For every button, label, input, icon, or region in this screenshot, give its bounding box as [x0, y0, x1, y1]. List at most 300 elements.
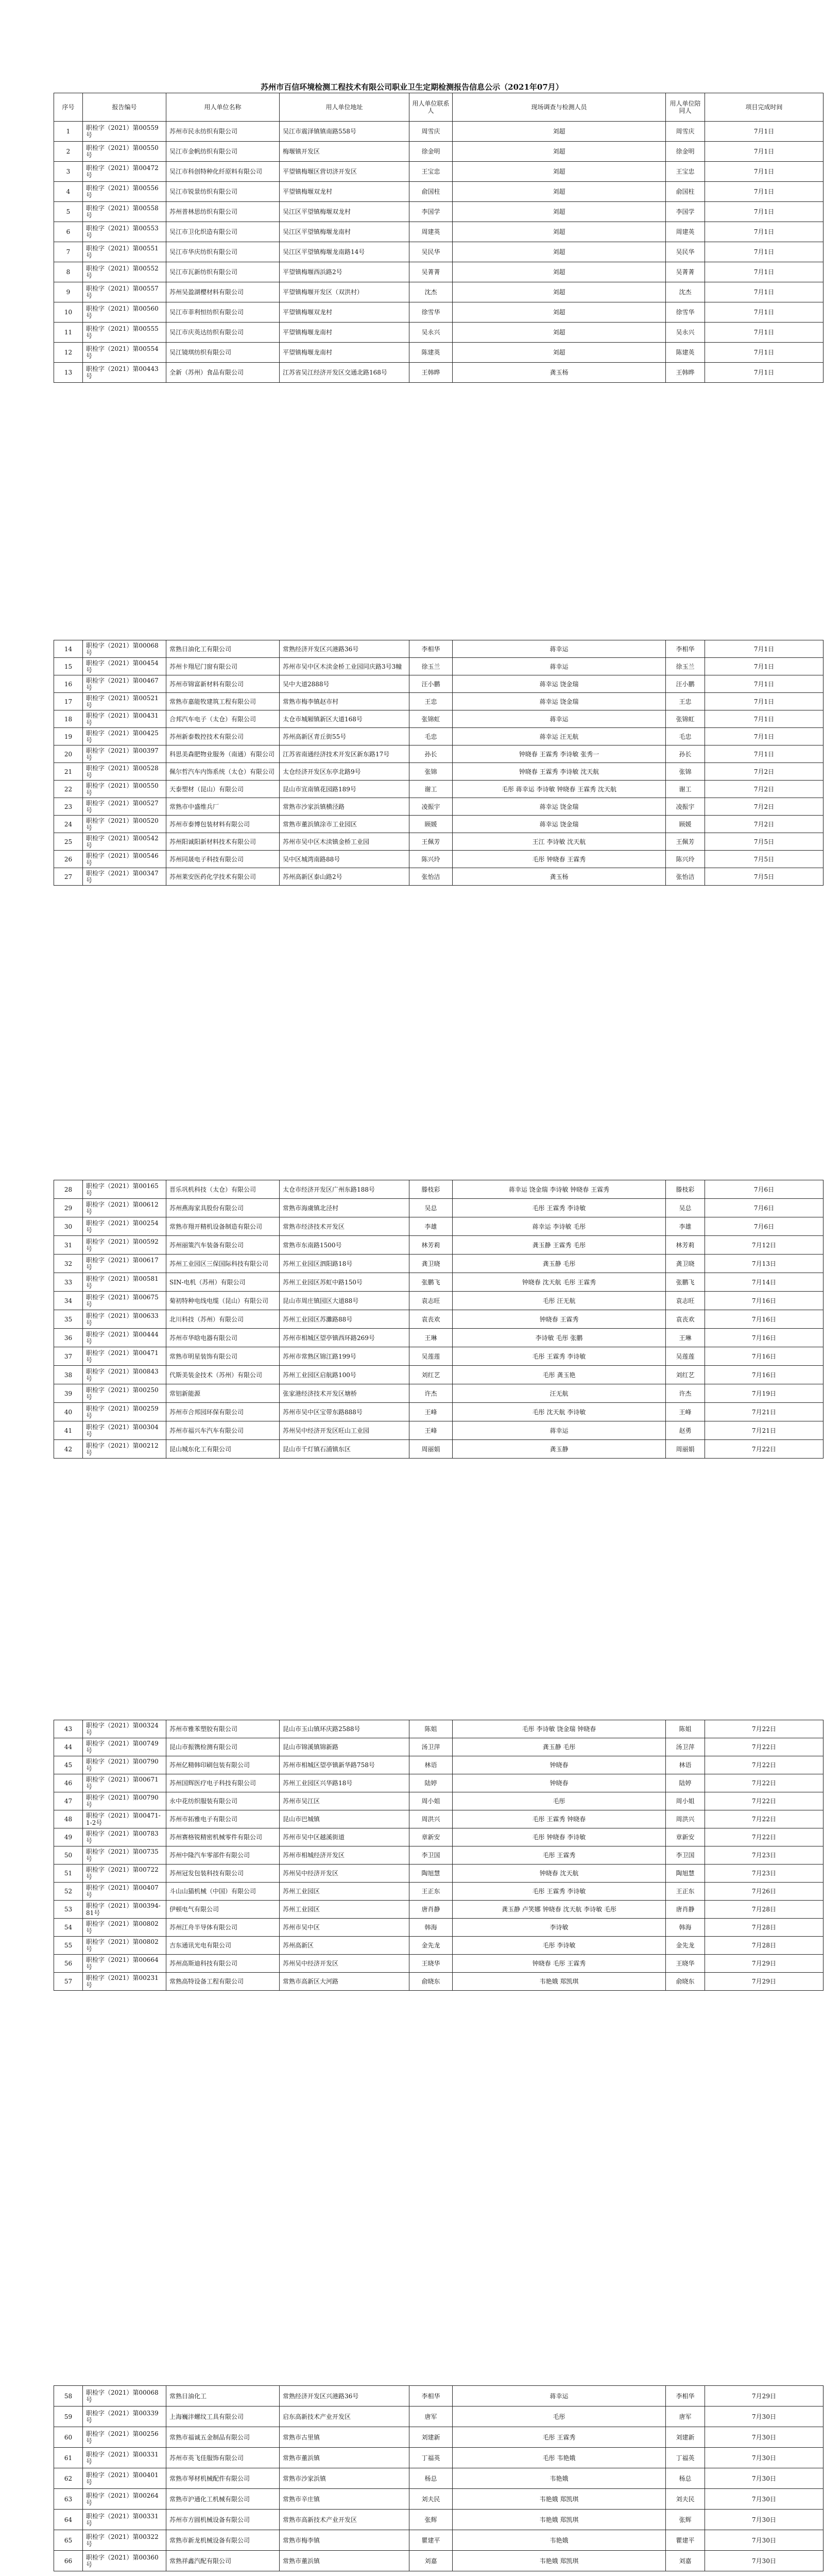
cell-inspectors: 韦艳娥 郑凯琪	[453, 2489, 666, 2510]
cell-inspectors: 毛彤 韦艳娥	[453, 2448, 666, 2468]
cell-seq: 58	[54, 2386, 83, 2406]
cell-report-no: 职检字（2021）第00553号	[83, 222, 166, 242]
cell-inspectors: 毛彤 王霖秀 钟晓春	[453, 1810, 666, 1828]
cell-escort: 徐金明	[666, 142, 705, 162]
table-row	[54, 2530, 823, 2551]
cell-company: 苏州工业园区三保国际科技有限公司	[166, 1255, 280, 1273]
cell-report-no: 职检字（2021）第00425号	[83, 728, 166, 745]
cell-date: 7月1日	[705, 242, 823, 262]
cell-company: 吴江市卫化织造有限公司	[166, 222, 280, 242]
cell-seq: 30	[54, 1217, 83, 1236]
cell-seq: 34	[54, 1292, 83, 1310]
cell-contact: 韩海	[409, 1919, 453, 1937]
table-row	[54, 816, 823, 833]
cell-company: 常熟日油化工有限公司	[166, 640, 280, 658]
cell-escort: 李卫国	[666, 1846, 705, 1865]
cell-address: 苏州吴中经济开发区	[280, 1865, 409, 1883]
cell-report-no: 职检字（2021）第00264号	[83, 2489, 166, 2510]
cell-company: 吉东通讯光电有限公司	[166, 1937, 280, 1955]
table-row	[54, 1846, 823, 1865]
cell-escort: 吴永兴	[666, 323, 705, 343]
report-table	[54, 2385, 823, 2571]
cell-inspectors: 钟晓春	[453, 1774, 666, 1792]
header-cell-address: 用人单位地址	[280, 93, 409, 122]
cell-inspectors: 韦艳娥	[453, 2530, 666, 2551]
cell-report-no: 职检字（2021）第00633号	[83, 1310, 166, 1329]
cell-report-no: 职检字（2021）第00783号	[83, 1828, 166, 1846]
cell-inspectors: 蒋幸运	[453, 2386, 666, 2406]
cell-date: 7月5日	[705, 868, 823, 886]
cell-seq: 32	[54, 1255, 83, 1273]
cell-date: 7月6日	[705, 1199, 823, 1217]
cell-escort: 金先龙	[666, 1937, 705, 1955]
cell-escort: 陈兴玲	[666, 851, 705, 868]
table-row	[54, 1347, 823, 1366]
cell-company: 伊顿电气有限公司	[166, 1901, 280, 1919]
cell-report-no: 职检字（2021）第00259号	[83, 1403, 166, 1421]
cell-report-no: 职检字（2021）第00560号	[83, 302, 166, 323]
table-row	[54, 658, 823, 675]
cell-address: 苏州市吴江区	[280, 1792, 409, 1810]
cell-inspectors: 刘超	[453, 182, 666, 202]
cell-contact: 周建英	[409, 222, 453, 242]
report-table	[54, 93, 823, 383]
cell-inspectors: 刘超	[453, 323, 666, 343]
cell-seq: 59	[54, 2406, 83, 2427]
cell-date: 7月16日	[705, 1329, 823, 1347]
cell-company: 北川科技（苏州）有限公司	[166, 1310, 280, 1329]
cell-seq: 6	[54, 222, 83, 242]
cell-inspectors: 龚玉静 毛彤	[453, 1255, 666, 1273]
cell-company: 吴江市瓦新纺织有限公司	[166, 262, 280, 282]
cell-contact: 周洪兴	[409, 1810, 453, 1828]
cell-inspectors: 毛彤 蒋幸运 李诗敏 钟晓春 王霖秀 沈天航	[453, 781, 666, 798]
cell-date: 7月26日	[705, 1883, 823, 1901]
cell-inspectors: 蒋幸运	[453, 658, 666, 675]
cell-date: 7月22日	[705, 1810, 823, 1828]
cell-escort: 袁志旺	[666, 1292, 705, 1310]
cell-date: 7月14日	[705, 1273, 823, 1292]
cell-seq: 39	[54, 1384, 83, 1403]
report-table	[54, 640, 823, 886]
cell-inspectors: 刘超	[453, 202, 666, 222]
cell-seq: 61	[54, 2448, 83, 2468]
table-row	[54, 728, 823, 745]
cell-inspectors: 刘超	[453, 343, 666, 363]
cell-report-no: 职检字（2021）第00324号	[83, 1720, 166, 1738]
cell-seq: 35	[54, 1310, 83, 1329]
cell-address: 平望镇梅堰双龙村	[280, 182, 409, 202]
cell-address: 吴江区平望镇梅堰龙南路14号	[280, 242, 409, 262]
cell-address: 昆山市千灯镇石浦镇东区	[280, 1440, 409, 1459]
cell-seq: 28	[54, 1180, 83, 1199]
cell-address: 太仓市经济开发区广州东路188号	[280, 1180, 409, 1199]
cell-company: 菊初特种电线电缆（昆山）有限公司	[166, 1292, 280, 1310]
cell-company: 苏州市方圆机械设备有限公司	[166, 2510, 280, 2530]
cell-company: 常铝新能源	[166, 1384, 280, 1403]
cell-escort: 顾媛	[666, 816, 705, 833]
cell-date: 7月22日	[705, 1738, 823, 1756]
cell-company: 全新（苏州）食品有限公司	[166, 363, 280, 383]
cell-seq: 37	[54, 1347, 83, 1366]
cell-report-no: 职检字（2021）第00165号	[83, 1180, 166, 1199]
cell-contact: 吴菁菁	[409, 262, 453, 282]
cell-address: 江苏省吴江经济开发区交通北路168号	[280, 363, 409, 383]
cell-report-no: 职检字（2021）第00546号	[83, 851, 166, 868]
cell-address: 启东高新技术产业开发区	[280, 2406, 409, 2427]
cell-inspectors: 毛彤 钟晓春 李诗敏	[453, 1828, 666, 1846]
cell-date: 7月21日	[705, 1421, 823, 1440]
table-row	[54, 182, 823, 202]
cell-company: 苏州亿精韩印刷包装有限公司	[166, 1756, 280, 1774]
cell-contact: 王琳	[409, 1329, 453, 1347]
cell-report-no: 职检字（2021）第00617号	[83, 1255, 166, 1273]
cell-contact: 王韩晔	[409, 363, 453, 383]
cell-date: 7月22日	[705, 1792, 823, 1810]
cell-date: 7月1日	[705, 122, 823, 142]
cell-seq: 38	[54, 1366, 83, 1384]
cell-seq: 10	[54, 302, 83, 323]
cell-date: 7月2日	[705, 781, 823, 798]
cell-contact: 孙长	[409, 745, 453, 763]
cell-inspectors: 毛彤 龚玉艳	[453, 1366, 666, 1384]
cell-date: 7月30日	[705, 2448, 823, 2468]
cell-address: 太仓经济开发区东亭北路9号	[280, 763, 409, 781]
table-row	[54, 763, 823, 781]
cell-seq: 40	[54, 1403, 83, 1421]
cell-company: 永中花纺织服装有限公司	[166, 1792, 280, 1810]
cell-contact: 俞国柱	[409, 182, 453, 202]
table-row	[54, 1310, 823, 1329]
table-row	[54, 675, 823, 693]
cell-contact: 章新安	[409, 1828, 453, 1846]
cell-seq: 17	[54, 693, 83, 710]
cell-report-no: 职检字（2021）第00397号	[83, 745, 166, 763]
cell-escort: 王晓华	[666, 1955, 705, 1973]
cell-company: 苏州市民永纺织有限公司	[166, 122, 280, 142]
cell-report-no: 职检字（2021）第00521号	[83, 693, 166, 710]
cell-inspectors: 龚玉杨	[453, 363, 666, 383]
cell-company: 常熟市中盛维兵厂	[166, 798, 280, 816]
cell-escort: 谢工	[666, 781, 705, 798]
cell-seq: 20	[54, 745, 83, 763]
table-row	[54, 868, 823, 886]
cell-address: 平望镇梅堰龙南村	[280, 343, 409, 363]
table-row	[54, 1973, 823, 1991]
table-row	[54, 2427, 823, 2448]
cell-escort: 龚卫晓	[666, 1255, 705, 1273]
cell-date: 7月30日	[705, 2551, 823, 2571]
cell-company: 吴江市科创特种化纤原料有限公司	[166, 162, 280, 182]
cell-date: 7月5日	[705, 833, 823, 851]
cell-contact: 俞晓东	[409, 1973, 453, 1991]
cell-address: 常熟市董浜镇涂市工业园区	[280, 816, 409, 833]
cell-escort: 王佩芳	[666, 833, 705, 851]
cell-contact: 李相华	[409, 640, 453, 658]
table-row	[54, 323, 823, 343]
cell-contact: 袁丧欢	[409, 1310, 453, 1329]
cell-inspectors: 龚玉静 王霖秀 毛彤	[453, 1236, 666, 1255]
cell-escort: 林语	[666, 1756, 705, 1774]
table-row	[54, 2406, 823, 2427]
table-row	[54, 1865, 823, 1883]
cell-date: 7月12日	[705, 1236, 823, 1255]
cell-escort: 刘建新	[666, 2427, 705, 2448]
cell-inspectors: 钟晓春 沈天航 毛彤 王霖秀	[453, 1273, 666, 1292]
cell-seq: 57	[54, 1973, 83, 1991]
table-row	[54, 781, 823, 798]
cell-address: 苏州工业园区	[280, 1883, 409, 1901]
cell-report-no: 职检字（2021）第00843号	[83, 1366, 166, 1384]
cell-contact: 李国学	[409, 202, 453, 222]
cell-company: 苏州市锦富新材料有限公司	[166, 675, 280, 693]
cell-company: 苏州普林思纺织有限公司	[166, 202, 280, 222]
cell-inspectors: 龚玉静 毛彤	[453, 1738, 666, 1756]
table-row	[54, 242, 823, 262]
cell-address: 昆山市巴城镇	[280, 1810, 409, 1828]
cell-escort: 周小姐	[666, 1792, 705, 1810]
cell-date: 7月1日	[705, 363, 823, 383]
cell-contact: 陈姐	[409, 1720, 453, 1738]
cell-escort: 赵勇	[666, 1421, 705, 1440]
cell-inspectors: 蒋幸运 饶金瑞	[453, 816, 666, 833]
cell-date: 7月23日	[705, 1846, 823, 1865]
cell-date: 7月1日	[705, 282, 823, 302]
cell-seq: 50	[54, 1846, 83, 1865]
cell-inspectors: 毛彤 钟晓春 王霖秀	[453, 851, 666, 868]
cell-contact: 陈建英	[409, 343, 453, 363]
cell-escort: 王峰	[666, 1403, 705, 1421]
cell-address: 张家港经济技术开发区塘桥	[280, 1384, 409, 1403]
cell-company: 合邦汽车电子（太仓）有限公司	[166, 710, 280, 728]
cell-report-no: 职检字（2021）第00339号	[83, 2406, 166, 2427]
cell-escort: 张辉	[666, 2510, 705, 2530]
cell-seq: 13	[54, 363, 83, 383]
cell-seq: 19	[54, 728, 83, 745]
cell-date: 7月22日	[705, 1756, 823, 1774]
cell-date: 7月1日	[705, 728, 823, 745]
cell-company: 科思美森肥物业服务（南通）有限公司	[166, 745, 280, 763]
cell-seq: 36	[54, 1329, 83, 1347]
cell-company: 苏州卡翔尼门窗有限公司	[166, 658, 280, 675]
table-row	[54, 693, 823, 710]
cell-inspectors: 蒋幸运 饶金瑞	[453, 693, 666, 710]
table-row	[54, 222, 823, 242]
cell-contact: 刘嘉	[409, 2551, 453, 2571]
cell-report-no: 职检字（2021）第00554号	[83, 343, 166, 363]
table-row	[54, 1756, 823, 1774]
cell-contact: 徐雪华	[409, 302, 453, 323]
cell-company: 苏州赛格锐精密机械零件有限公司	[166, 1828, 280, 1846]
cell-date: 7月1日	[705, 182, 823, 202]
cell-company: 常熟日油化工	[166, 2386, 280, 2406]
cell-address: 苏州市相城区望亭镇西环路269号	[280, 1329, 409, 1347]
cell-seq: 29	[54, 1199, 83, 1217]
cell-inspectors: 毛彤 王霖秀	[453, 2427, 666, 2448]
cell-seq: 66	[54, 2551, 83, 2571]
table-row	[54, 2386, 823, 2406]
table-row	[54, 1919, 823, 1937]
cell-report-no: 职检字（2021）第00471-1-2号	[83, 1810, 166, 1828]
cell-address: 平望镇梅堰区营切济开发区	[280, 162, 409, 182]
cell-company: 苏州莱安医药化学技术有限公司	[166, 868, 280, 886]
cell-address: 苏州工业园区苏灘路88号	[280, 1310, 409, 1329]
cell-seq: 63	[54, 2489, 83, 2510]
cell-contact: 凌振宇	[409, 798, 453, 816]
cell-escort: 周雪庆	[666, 122, 705, 142]
table-row	[54, 282, 823, 302]
cell-contact: 毛忠	[409, 728, 453, 745]
cell-escort: 王忠	[666, 693, 705, 710]
cell-escort: 周建英	[666, 222, 705, 242]
cell-inspectors: 毛彤 李诗敏 饶金瑞 钟晓春	[453, 1720, 666, 1738]
cell-contact: 谢工	[409, 781, 453, 798]
cell-seq: 23	[54, 798, 83, 816]
cell-contact: 吴莲莲	[409, 1347, 453, 1366]
cell-date: 7月30日	[705, 2489, 823, 2510]
cell-inspectors: 刘超	[453, 122, 666, 142]
cell-company: 苏州阳诚阳新材料技术有限公司	[166, 833, 280, 851]
cell-escort: 俞国柱	[666, 182, 705, 202]
cell-escort: 王韩晔	[666, 363, 705, 383]
cell-report-no: 职检字（2021）第00790号	[83, 1756, 166, 1774]
cell-address: 梅堰镇开发区	[280, 142, 409, 162]
table-row	[54, 1720, 823, 1738]
cell-report-no: 职检字（2021）第00802号	[83, 1919, 166, 1937]
cell-address: 常熟市沙家浜镇横泾路	[280, 798, 409, 816]
table-row	[54, 1440, 823, 1459]
cell-company: 苏州市合邦园环保有限公司	[166, 1403, 280, 1421]
cell-address: 常熟市古里镇	[280, 2427, 409, 2448]
cell-company: 吴江市华庆纺织有限公司	[166, 242, 280, 262]
cell-escort: 刘夫民	[666, 2489, 705, 2510]
cell-contact: 许杰	[409, 1384, 453, 1403]
cell-report-no: 职检字（2021）第00556号	[83, 182, 166, 202]
cell-escort: 汪小鹏	[666, 675, 705, 693]
header-cell-seq: 序号	[54, 93, 83, 122]
cell-date: 7月1日	[705, 675, 823, 693]
cell-contact: 徐玉兰	[409, 658, 453, 675]
cell-address: 昆山市玉山镇环庆路2588号	[280, 1720, 409, 1738]
cell-address: 常熟市经济技术开发区	[280, 1217, 409, 1236]
cell-date: 7月30日	[705, 2468, 823, 2489]
cell-address: 常熟市沙家浜镇	[280, 2468, 409, 2489]
document-title: 苏州市百信环境检测工程技术有限公司职业卫生定期检测报告信息公示（2021年07月）	[261, 82, 563, 92]
table-row	[54, 363, 823, 383]
cell-seq: 65	[54, 2530, 83, 2551]
cell-escort: 袁丧欢	[666, 1310, 705, 1329]
cell-escort: 滕枝彩	[666, 1180, 705, 1199]
cell-company: 苏州市雅苯塑胶有限公司	[166, 1720, 280, 1738]
cell-contact: 陈兴玲	[409, 851, 453, 868]
cell-report-no: 职检字（2021）第00331号	[83, 2510, 166, 2530]
cell-contact: 杨总	[409, 2468, 453, 2489]
cell-contact: 李相华	[409, 2386, 453, 2406]
cell-company: 上海巍沣螺纹工具有限公司	[166, 2406, 280, 2427]
cell-date: 7月30日	[705, 2427, 823, 2448]
table-section	[54, 640, 823, 886]
table-row	[54, 2510, 823, 2530]
cell-date: 7月1日	[705, 162, 823, 182]
cell-report-no: 职检字（2021）第00592号	[83, 1236, 166, 1255]
cell-date: 7月30日	[705, 2510, 823, 2530]
cell-company: 苏州同晟电子科技有限公司	[166, 851, 280, 868]
cell-company: 吴江镜琪纺织有限公司	[166, 343, 280, 363]
cell-address: 平望镇梅堰龙南村	[280, 323, 409, 343]
cell-address: 太仓市城厢镇新区大道168号	[280, 710, 409, 728]
table-row	[54, 2489, 823, 2510]
table-row	[54, 1255, 823, 1273]
cell-address: 吴江区平望镇梅堰双龙村	[280, 202, 409, 222]
cell-inspectors: 刘超	[453, 302, 666, 323]
cell-inspectors: 钟晓春 毛彤 王霖秀	[453, 1955, 666, 1973]
cell-company: 吴江市庆英达纺织有限公司	[166, 323, 280, 343]
cell-report-no: 职检字（2021）第00550号	[83, 142, 166, 162]
cell-report-no: 职检字（2021）第00735号	[83, 1846, 166, 1865]
cell-address: 常熟市董浜镇	[280, 2448, 409, 2468]
cell-seq: 7	[54, 242, 83, 262]
cell-report-no: 职检字（2021）第00557号	[83, 282, 166, 302]
cell-contact: 吴永兴	[409, 323, 453, 343]
cell-escort: 丁福英	[666, 2448, 705, 2468]
cell-seq: 9	[54, 282, 83, 302]
cell-address: 吴中大道2888号	[280, 675, 409, 693]
table-row	[54, 1292, 823, 1310]
cell-company: 苏州市泰博包装材料有限公司	[166, 816, 280, 833]
cell-company: 佩尔哲汽车内饰系统（太仓）有限公司	[166, 763, 280, 781]
cell-contact: 陆婷	[409, 1774, 453, 1792]
cell-seq: 5	[54, 202, 83, 222]
cell-contact: 周雪庆	[409, 122, 453, 142]
cell-company: 苏州市英飞佳服饰有限公司	[166, 2448, 280, 2468]
cell-report-no: 职检字（2021）第00749号	[83, 1738, 166, 1756]
cell-address: 苏州工业园区泗阳路18号	[280, 1255, 409, 1273]
cell-company: 常熟市新龙机械设备有限公司	[166, 2530, 280, 2551]
cell-escort: 汤卫萍	[666, 1738, 705, 1756]
cell-inspectors: 刘超	[453, 162, 666, 182]
cell-inspectors: 蒋幸运	[453, 710, 666, 728]
cell-seq: 48	[54, 1810, 83, 1828]
cell-contact: 陶旭慧	[409, 1865, 453, 1883]
cell-escort: 李相华	[666, 640, 705, 658]
cell-date: 7月2日	[705, 816, 823, 833]
cell-seq: 12	[54, 343, 83, 363]
cell-company: 昆山城东化工有限公司	[166, 1440, 280, 1459]
cell-seq: 31	[54, 1236, 83, 1255]
cell-report-no: 职检字（2021）第00581号	[83, 1273, 166, 1292]
cell-company: 苏州市华晗电器有限公司	[166, 1329, 280, 1347]
cell-company: 常熟市明星装饰有限公司	[166, 1347, 280, 1366]
cell-date: 7月1日	[705, 658, 823, 675]
table-row	[54, 1792, 823, 1810]
cell-date: 7月29日	[705, 1955, 823, 1973]
cell-inspectors: 毛彤 王霖秀 李诗敏	[453, 1883, 666, 1901]
cell-escort: 陶旭慧	[666, 1865, 705, 1883]
cell-date: 7月28日	[705, 1937, 823, 1955]
cell-inspectors: 蒋幸运 汪无航	[453, 728, 666, 745]
table-row	[54, 302, 823, 323]
cell-escort: 许杰	[666, 1384, 705, 1403]
cell-address: 吴江区平望镇梅堰龙南村	[280, 222, 409, 242]
cell-inspectors: 钟晓春 王霖秀	[453, 1310, 666, 1329]
table-row	[54, 1810, 823, 1828]
cell-seq: 3	[54, 162, 83, 182]
cell-address: 苏州高新区泰山路2号	[280, 868, 409, 886]
cell-contact: 吴总	[409, 1199, 453, 1217]
cell-date: 7月22日	[705, 1774, 823, 1792]
cell-contact: 金先龙	[409, 1937, 453, 1955]
cell-company: 苏州燕海家具股份有限公司	[166, 1199, 280, 1217]
